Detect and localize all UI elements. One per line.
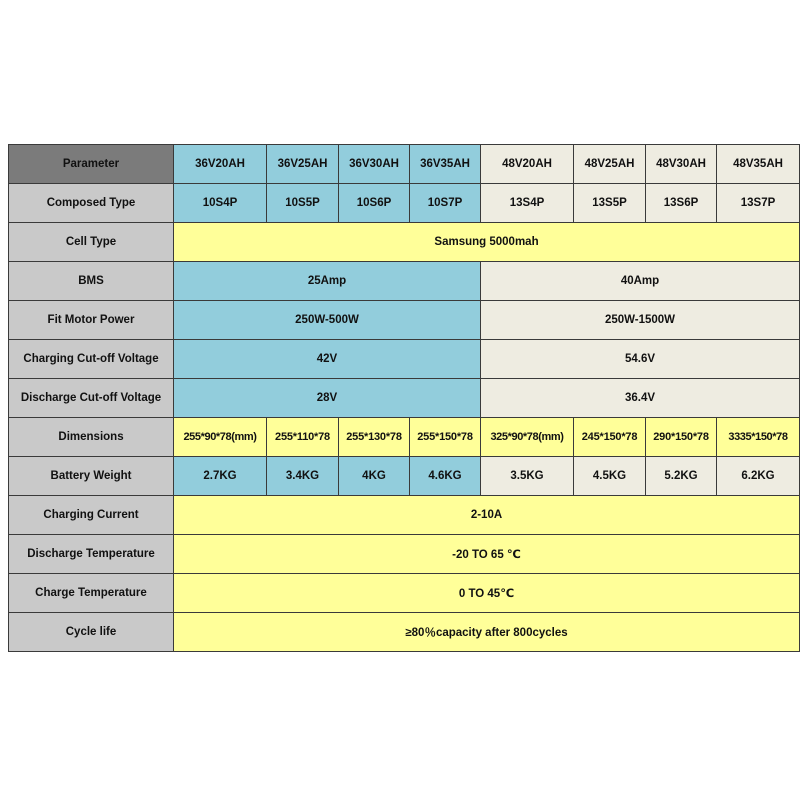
composed-type-value: 13S5P — [574, 184, 646, 223]
parameter-header: Parameter — [9, 145, 174, 184]
battery-weight-value: 5.2KG — [646, 457, 717, 496]
row-label: BMS — [9, 262, 174, 301]
model-header: 48V25AH — [574, 145, 646, 184]
dimensions-value: 245*150*78 — [574, 418, 646, 457]
dimensions-value: 255*130*78 — [339, 418, 410, 457]
composed-type-row — [9, 184, 800, 223]
charge-temperature-row — [9, 574, 800, 613]
row-label: Discharge Temperature — [9, 535, 174, 574]
row-label: Cycle life — [9, 613, 174, 652]
cycle-life-row — [9, 613, 800, 652]
cycle-life-value: ≥80％capacity after 800cycles — [174, 613, 800, 652]
charging-current-value: 2-10A — [174, 496, 800, 535]
battery-weight-value: 2.7KG — [174, 457, 267, 496]
composed-type-value: 10S6P — [339, 184, 410, 223]
fit-motor-power-row — [9, 301, 800, 340]
dimensions-value: 325*90*78(mm) — [481, 418, 574, 457]
row-label: Battery Weight — [9, 457, 174, 496]
discharge-cutoff-48v-value: 36.4V — [481, 379, 800, 418]
model-header: 36V25AH — [267, 145, 339, 184]
composed-type-value: 10S4P — [174, 184, 267, 223]
battery-spec-table — [8, 144, 800, 652]
discharge-cutoff-row — [9, 379, 800, 418]
dimensions-value: 255*110*78 — [267, 418, 339, 457]
composed-type-value: 13S7P — [717, 184, 800, 223]
composed-type-value: 10S7P — [410, 184, 481, 223]
row-label: Composed Type — [9, 184, 174, 223]
charging-cutoff-row — [9, 340, 800, 379]
header-row — [9, 145, 800, 184]
row-label: Charge Temperature — [9, 574, 174, 613]
dimensions-value: 255*150*78 — [410, 418, 481, 457]
motor-power-48v-value: 250W-1500W — [481, 301, 800, 340]
row-label: Charging Cut-off Voltage — [9, 340, 174, 379]
composed-type-value: 13S6P — [646, 184, 717, 223]
model-header: 36V20AH — [174, 145, 267, 184]
row-label: Dimensions — [9, 418, 174, 457]
model-header: 48V35AH — [717, 145, 800, 184]
dimensions-value: 255*90*78(mm) — [174, 418, 267, 457]
charging-cutoff-36v-value: 42V — [174, 340, 481, 379]
motor-power-36v-value: 250W-500W — [174, 301, 481, 340]
composed-type-value: 13S4P — [481, 184, 574, 223]
row-label: Fit Motor Power — [9, 301, 174, 340]
bms-36v-value: 25Amp — [174, 262, 481, 301]
dimensions-value: 290*150*78 — [646, 418, 717, 457]
battery-weight-value: 4KG — [339, 457, 410, 496]
dimensions-value: 3335*150*78 — [717, 418, 800, 457]
discharge-cutoff-36v-value: 28V — [174, 379, 481, 418]
bms-48v-value: 40Amp — [481, 262, 800, 301]
composed-type-value: 10S5P — [267, 184, 339, 223]
model-header: 48V20AH — [481, 145, 574, 184]
dimensions-row — [9, 418, 800, 457]
cell-type-row — [9, 223, 800, 262]
row-label: Cell Type — [9, 223, 174, 262]
discharge-temperature-row — [9, 535, 800, 574]
charging-cutoff-48v-value: 54.6V — [481, 340, 800, 379]
model-header: 36V35AH — [410, 145, 481, 184]
model-header: 36V30AH — [339, 145, 410, 184]
discharge-temperature-value: -20 TO 65 ℃ — [174, 535, 800, 574]
charging-current-row — [9, 496, 800, 535]
battery-weight-row — [9, 457, 800, 496]
bms-row — [9, 262, 800, 301]
battery-weight-value: 3.4KG — [267, 457, 339, 496]
row-label: Discharge Cut-off Voltage — [9, 379, 174, 418]
model-header: 48V30AH — [646, 145, 717, 184]
charge-temperature-value: 0 TO 45℃ — [174, 574, 800, 613]
battery-weight-value: 3.5KG — [481, 457, 574, 496]
battery-weight-value: 6.2KG — [717, 457, 800, 496]
cell-type-value: Samsung 5000mah — [174, 223, 800, 262]
battery-weight-value: 4.5KG — [574, 457, 646, 496]
row-label: Charging Current — [9, 496, 174, 535]
battery-weight-value: 4.6KG — [410, 457, 481, 496]
